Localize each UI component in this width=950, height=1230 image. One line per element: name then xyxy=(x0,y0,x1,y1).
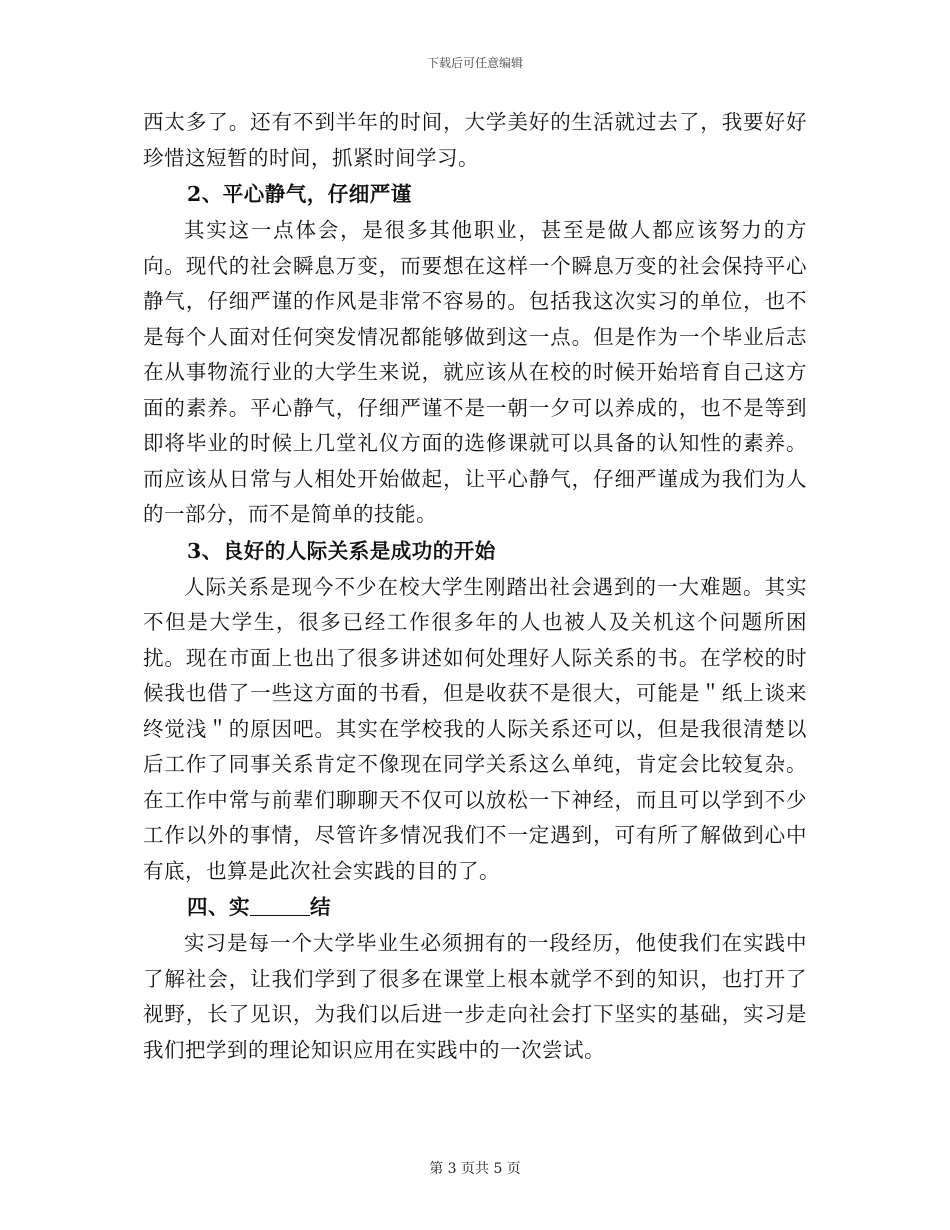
paragraph-3: 人际关系是现今不少在校大学生刚踏出社会遇到的一大难题。其实不但是大学生，很多已经工作很多年的人也被人及关机这个问题所困扰。现在市面上也出了很多讲述如何处理好人际关系的书。在学校的时候我也借了一些这方面的书看，但是收获不是很大，可能是＂纸上谈来终觉浅＂的原因吧。其实在学校我的人际关系还可以，但是我很清楚以后工作了同事关系肯定不像现在同学关系这么单纯，肯定会比较复杂。在工作中常与前辈们聊聊天不仅可以放松一下神经，而且可以学到不少工作以外的事情，尽管许多情况我们不一定遇到，可有所了解做到心中有底，也算是此次社会实践的目的了。 xyxy=(143,574,807,883)
paragraph-2: 其实这一点体会，是很多其他职业，甚至是做人都应该努力的方向。现代的社会瞬息万变，而要想在这样一个瞬息万变的社会保持平心静气，仔细严谨的作风是非常不容易的。包括我这次实习的单位，也不是每个人面对任何突发情况都能够做到这一点。但是作为一个毕业后志在从事物流行业的大学生来说，就应该从在校的时候开始培育自己这方面的素养。平心静气，仔细严谨不是一朝一夕可以养成的，也不是等到即将毕业的时候上几堂礼仪方面的选修课就可以具备的认知性的素养。而应该从日常与人相处开始做起，让平心静气，仔细严谨成为我们为人的一部分，而不是简单的技能。 xyxy=(143,218,807,526)
heading-blank-line xyxy=(250,895,310,916)
section-heading-3: 3、良好的人际关系是成功的开始 xyxy=(187,538,496,563)
heading-4-suffix: 结 xyxy=(310,895,331,919)
page-header: 下载后可任意编辑 xyxy=(426,56,523,70)
section-heading-4 xyxy=(143,889,807,926)
section-heading-2: 2、平心静气，仔细严谨 xyxy=(187,182,412,206)
paragraph-continued: 西太多了。还有不到半年的时间，大学美好的生活就过去了，我要好好珍惜这短暂的时间，抓紧时间学习。 xyxy=(143,110,807,170)
page-footer: 第 3 页共 5 页 xyxy=(429,1161,521,1177)
paragraph-4: 实习是每一个大学毕业生必须拥有的一段经历，他使我们在实践中了解社会，让我们学到了很多在课堂上根本就学不到的知识，也打开了视野，长了见识，为我们以后进一步走向社会打下坚实的基础，实习是我们把学到的理论知识应用在实践中的一次尝试。 xyxy=(143,931,807,1062)
document-body xyxy=(143,105,807,1068)
heading-4-prefix: 四、实 xyxy=(187,895,250,919)
